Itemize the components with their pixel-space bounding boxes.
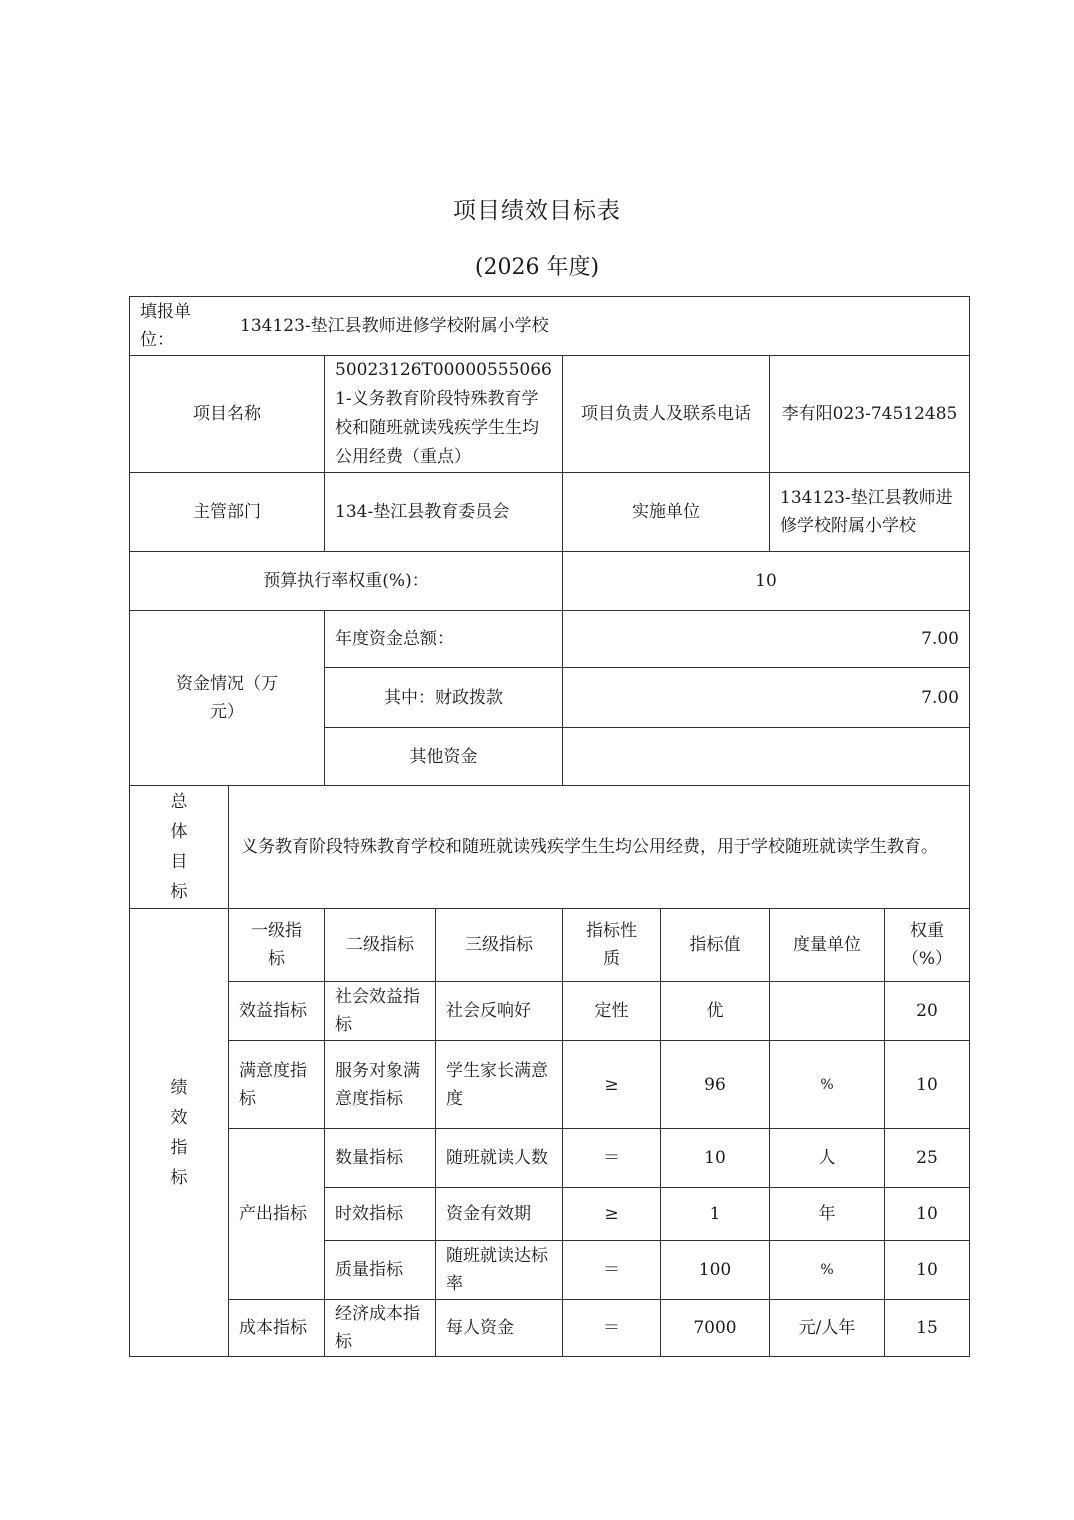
row-level2: 时效指标 — [324, 1187, 436, 1241]
row-value: 10 — [660, 1128, 770, 1188]
performance-label: 绩效指标 — [129, 908, 229, 1357]
row-value: 96 — [660, 1040, 770, 1129]
row-weight: 10 — [884, 1040, 970, 1129]
row-unit: 元/人年 — [769, 1299, 885, 1357]
group-benefit: 效益指标 — [228, 981, 325, 1041]
row-value: 1 — [660, 1187, 770, 1241]
row-weight: 15 — [884, 1299, 970, 1357]
funds-total-label: 年度资金总额： — [324, 610, 563, 668]
budget-rate-value: 10 — [562, 551, 970, 611]
project-lead-label: 项目负责人及联系电话 — [562, 355, 770, 473]
dept-value: 134-垫江县教育委员会 — [324, 472, 563, 552]
row-weight: 10 — [884, 1187, 970, 1241]
budget-rate-label: 预算执行率权重(%)： — [129, 551, 563, 611]
fill-unit-label: 填报单位： — [140, 302, 191, 350]
impl-unit-label: 实施单位 — [562, 472, 770, 552]
row-weight: 20 — [884, 981, 970, 1041]
project-name-value: 50023126T000005550661-义务教育阶段特殊教育学校和随班就读残疾学生生均公用经费（重点） — [324, 355, 563, 473]
row-nature: 定性 — [562, 981, 661, 1041]
row-unit: % — [769, 1040, 885, 1129]
row-level3: 随班就读人数 — [435, 1128, 563, 1188]
row-level3: 学生家长满意度 — [435, 1040, 563, 1129]
group-satisfaction: 满意度指标 — [228, 1040, 325, 1129]
row-level3: 社会反响好 — [435, 981, 563, 1041]
header-level2: 二级指标 — [324, 908, 436, 982]
row-unit: % — [769, 1240, 885, 1300]
dept-label: 主管部门 — [129, 472, 325, 552]
project-lead-value: 李有阳023-74512485 — [769, 355, 970, 473]
impl-unit-value: 134123-垫江县教师进修学校附属小学校 — [769, 472, 970, 552]
header-nature: 指标性质 — [562, 908, 661, 982]
group-cost: 成本指标 — [228, 1299, 325, 1357]
header-unit: 度量单位 — [769, 908, 885, 982]
performance-table — [129, 296, 970, 1357]
funds-fiscal-label: 其中：财政拨款 — [324, 667, 563, 728]
header-value: 指标值 — [660, 908, 770, 982]
row-value: 7000 — [660, 1299, 770, 1357]
fill-unit-value: 134123-垫江县教师进修学校附属小学校 — [240, 316, 549, 336]
row-nature: ＝ — [562, 1299, 661, 1357]
row-nature: ＝ — [562, 1128, 661, 1188]
row-level3: 每人资金 — [435, 1299, 563, 1357]
row-level2: 数量指标 — [324, 1128, 436, 1188]
funds-fiscal-value: 7.00 — [562, 667, 970, 728]
row-weight: 10 — [884, 1240, 970, 1300]
row-nature: ≥ — [562, 1187, 661, 1241]
page-subtitle: (2026 年度) — [474, 255, 600, 280]
row-unit: 人 — [769, 1128, 885, 1188]
funds-other-label: 其他资金 — [324, 727, 563, 786]
header-level1: 一级指标 — [228, 908, 325, 982]
header-level3: 三级指标 — [435, 908, 563, 982]
funds-label: 资金情况（万元） — [129, 610, 325, 786]
header-weight: 权重（%） — [884, 908, 970, 982]
funds-other-value — [562, 727, 970, 786]
row-value: 100 — [660, 1240, 770, 1300]
funds-total-value: 7.00 — [562, 610, 970, 668]
row-unit — [769, 981, 885, 1041]
row-level3: 资金有效期 — [435, 1187, 563, 1241]
row-weight: 25 — [884, 1128, 970, 1188]
overall-goal-value: 义务教育阶段特殊教育学校和随班就读残疾学生生均公用经费，用于学校随班就读学生教育。 — [228, 785, 970, 909]
overall-goal-label: 总体目标 — [129, 785, 229, 909]
row-nature: ≥ — [562, 1040, 661, 1129]
row-level2: 经济成本指标 — [324, 1299, 436, 1357]
row-unit: 年 — [769, 1187, 885, 1241]
row-nature: ＝ — [562, 1240, 661, 1300]
fill-unit-row — [129, 296, 970, 356]
group-output: 产出指标 — [228, 1128, 325, 1300]
project-name-label: 项目名称 — [129, 355, 325, 473]
row-value: 优 — [660, 981, 770, 1041]
row-level2: 质量指标 — [324, 1240, 436, 1300]
row-level2: 社会效益指标 — [324, 981, 436, 1041]
row-level2: 服务对象满意度指标 — [324, 1040, 436, 1129]
page-title: 项目绩效目标表 — [453, 198, 621, 224]
row-level3: 随班就读达标率 — [435, 1240, 563, 1300]
